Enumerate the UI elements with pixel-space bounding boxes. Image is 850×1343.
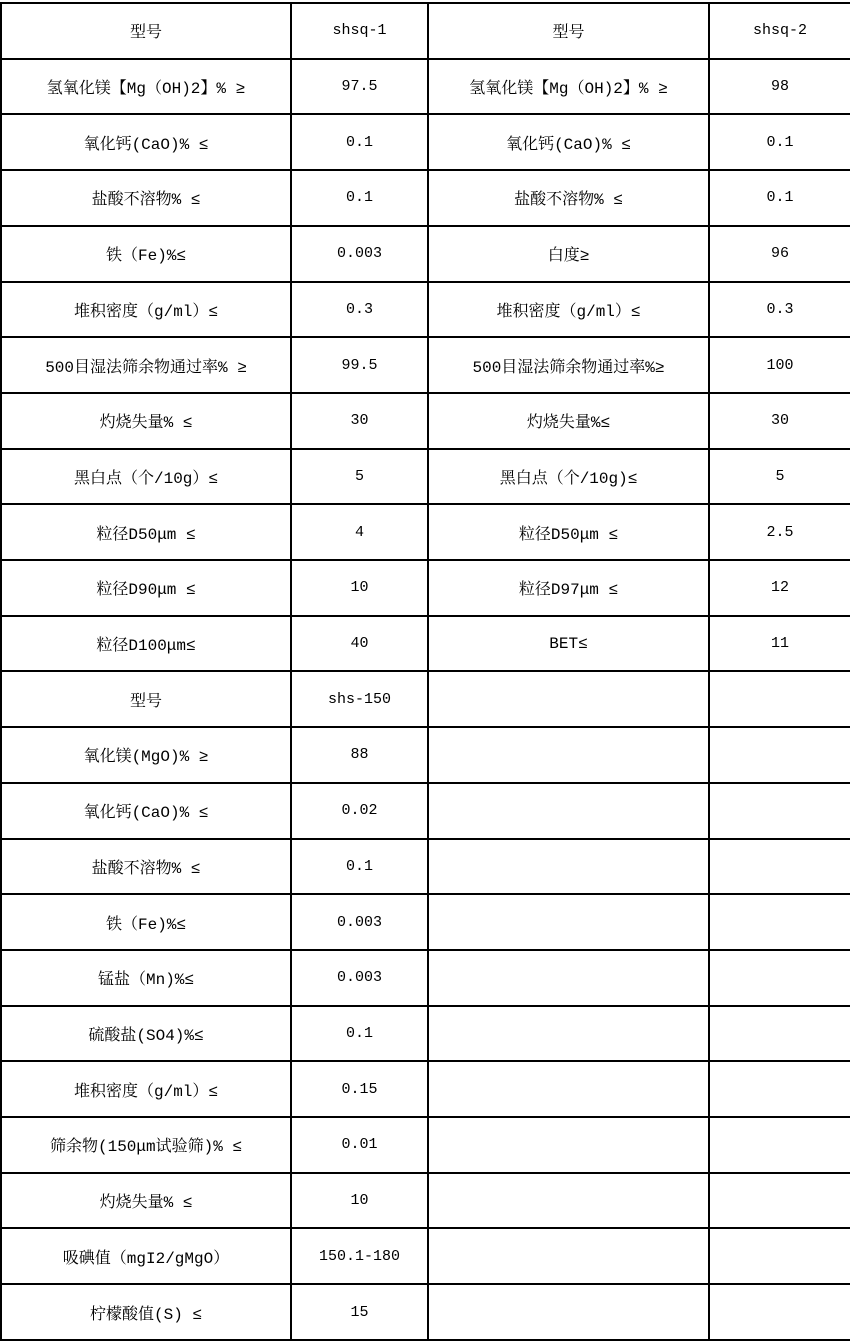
spec-label-left: 吸碘值（mgI2/gMgO） [1,1228,291,1284]
spec-row [1,337,850,393]
spec-value-left: 0.1 [291,839,428,895]
spec-label-left: 氢氧化镁【Mg（OH)2】% ≥ [1,59,291,115]
spec-value-left: 30 [291,393,428,449]
spec-row [1,59,850,115]
spec-label-left: 铁（Fe)%≤ [1,894,291,950]
spec-label-right [428,1173,709,1229]
spec-label-left: 粒径D50μm ≤ [1,504,291,560]
spec-row [1,114,850,170]
spec-value-right [709,1173,850,1229]
spec-label-left: 铁（Fe)%≤ [1,226,291,282]
spec-row [1,783,850,839]
spec-row [1,1284,850,1340]
spec-label-left: 盐酸不溶物% ≤ [1,839,291,895]
spec-value-left: 10 [291,560,428,616]
spec-label-right: 型号 [428,3,709,59]
spec-value-left: 99.5 [291,337,428,393]
product-spec-table [0,2,850,1341]
spec-value-right: 11 [709,616,850,672]
spec-value-right [709,1061,850,1117]
spec-value-right: 0.3 [709,282,850,338]
spec-value-left: 0.1 [291,1006,428,1062]
spec-row [1,393,850,449]
spec-label-right [428,839,709,895]
spec-value-left: 0.1 [291,170,428,226]
spec-label-right [428,1284,709,1340]
spec-label-left: 筛余物(150μm试验筛)% ≤ [1,1117,291,1173]
spec-value-right: 30 [709,393,850,449]
spec-row [1,560,850,616]
spec-label-left: 500目湿法筛余物通过率% ≥ [1,337,291,393]
spec-label-right: 500目湿法筛余物通过率%≥ [428,337,709,393]
spec-value-left: 150.1-180 [291,1228,428,1284]
spec-label-left: 型号 [1,671,291,727]
spec-label-right [428,783,709,839]
spec-label-left: 粒径D100μm≤ [1,616,291,672]
spec-label-right [428,1228,709,1284]
spec-row [1,1061,850,1117]
spec-label-left: 灼烧失量% ≤ [1,393,291,449]
spec-row [1,170,850,226]
spec-label-left: 柠檬酸值(S) ≤ [1,1284,291,1340]
spec-row [1,1006,850,1062]
spec-value-left: 97.5 [291,59,428,115]
spec-label-left: 堆积密度（g/ml）≤ [1,1061,291,1117]
spec-label-left: 硫酸盐(SO4)%≤ [1,1006,291,1062]
spec-label-right [428,727,709,783]
spec-value-right [709,894,850,950]
spec-value-left: 0.003 [291,894,428,950]
spec-row [1,1117,850,1173]
spec-label-right: 灼烧失量%≤ [428,393,709,449]
spec-label-right: 堆积密度（g/ml）≤ [428,282,709,338]
spec-value-left: 0.1 [291,114,428,170]
spec-label-left: 粒径D90μm ≤ [1,560,291,616]
spec-row [1,839,850,895]
spec-label-right [428,1061,709,1117]
spec-label-right [428,950,709,1006]
spec-label-right: 氢氧化镁【Mg（OH)2】% ≥ [428,59,709,115]
spec-label-right: 白度≥ [428,226,709,282]
spec-label-left: 氧化钙(CaO)% ≤ [1,783,291,839]
spec-label-right: 黑白点（个/10g)≤ [428,449,709,505]
spec-value-left: 10 [291,1173,428,1229]
spec-value-left: 4 [291,504,428,560]
spec-value-right [709,671,850,727]
spec-row [1,3,850,59]
spec-label-left: 氧化钙(CaO)% ≤ [1,114,291,170]
spec-label-left: 灼烧失量% ≤ [1,1173,291,1229]
spec-label-left: 型号 [1,3,291,59]
spec-value-left: shs-150 [291,671,428,727]
spec-label-right: 粒径D97μm ≤ [428,560,709,616]
spec-row [1,894,850,950]
spec-label-right [428,1117,709,1173]
spec-label-left: 锰盐（Mn)%≤ [1,950,291,1006]
spec-row [1,226,850,282]
spec-label-right: 盐酸不溶物% ≤ [428,170,709,226]
spec-value-right: shsq-2 [709,3,850,59]
spec-value-right [709,950,850,1006]
spec-value-left: 5 [291,449,428,505]
spec-value-left: 0.003 [291,950,428,1006]
spec-value-right: 96 [709,226,850,282]
spec-row [1,1173,850,1229]
spec-label-right [428,1006,709,1062]
spec-value-left: 15 [291,1284,428,1340]
spec-row [1,504,850,560]
spec-table-body [1,3,850,1340]
spec-label-right [428,671,709,727]
spec-label-right: 氧化钙(CaO)% ≤ [428,114,709,170]
spec-value-right: 2.5 [709,504,850,560]
spec-value-left: 0.3 [291,282,428,338]
spec-value-right [709,783,850,839]
spec-row [1,449,850,505]
spec-label-left: 盐酸不溶物% ≤ [1,170,291,226]
spec-row [1,950,850,1006]
spec-value-right [709,1117,850,1173]
spec-value-left: 0.02 [291,783,428,839]
spec-row [1,1228,850,1284]
spec-value-right: 98 [709,59,850,115]
spec-value-left: 0.15 [291,1061,428,1117]
spec-value-right [709,1284,850,1340]
spec-value-left: 0.01 [291,1117,428,1173]
spec-value-right: 100 [709,337,850,393]
spec-row [1,616,850,672]
spec-label-right: 粒径D50μm ≤ [428,504,709,560]
spec-value-left: 40 [291,616,428,672]
spec-label-right [428,894,709,950]
spec-row [1,282,850,338]
spec-label-left: 氧化镁(MgO)% ≥ [1,727,291,783]
spec-value-right: 5 [709,449,850,505]
spec-value-right [709,839,850,895]
spec-row [1,671,850,727]
spec-value-right: 0.1 [709,114,850,170]
spec-value-left: 0.003 [291,226,428,282]
spec-value-right [709,727,850,783]
spec-value-left: shsq-1 [291,3,428,59]
spec-label-left: 黑白点（个/10g）≤ [1,449,291,505]
spec-value-right: 0.1 [709,170,850,226]
spec-label-left: 堆积密度（g/ml）≤ [1,282,291,338]
spec-row [1,727,850,783]
spec-label-right: BET≤ [428,616,709,672]
spec-value-left: 88 [291,727,428,783]
spec-value-right [709,1228,850,1284]
spec-value-right [709,1006,850,1062]
spec-value-right: 12 [709,560,850,616]
